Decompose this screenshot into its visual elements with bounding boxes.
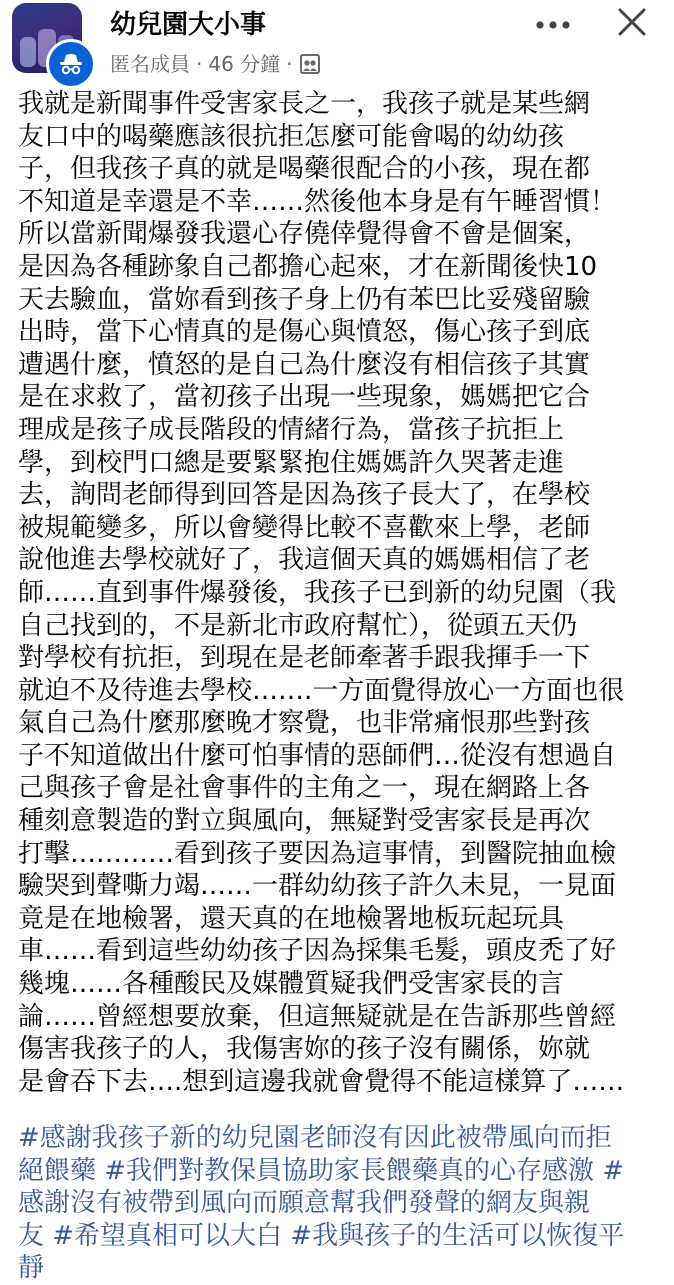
post-line: 去，詢問老師得到回答是因為孩子長大了，在學校 [18, 480, 591, 511]
post-line: 子不知道做出什麼可怕事情的惡師們…從沒有想過自 [18, 740, 617, 771]
post-meta [110, 50, 321, 78]
more-options-button[interactable] [528, 8, 578, 42]
post-line: 我就是新聞事件受害家長之一，我孩子就是某些網 [18, 89, 591, 119]
post-line: 自己找到的，不是新北市政府幫忙），從頭五天仍 [18, 610, 578, 641]
post-line: 是因為各種跡象自己都擔心起來，才在新聞後快10 [18, 251, 598, 282]
post-line: 說他進去學校就好了，我這個天真的媽媽相信了老 [18, 545, 591, 576]
hashtag-line[interactable]: 靜 [18, 1253, 45, 1284]
group-name[interactable]: 幼兒園大小事 [110, 10, 267, 40]
hashtag-line[interactable]: 絕餵藥 #我們對教保員協助家長餵藥真的心存感激 # [18, 1155, 625, 1186]
post-text [18, 88, 666, 1098]
hashtag-line[interactable]: 感謝沒有被帶到風向而願意幫我們發聲的網友與親 [18, 1188, 591, 1219]
meta-separator: · [196, 52, 203, 76]
author-name[interactable]: 匿名成員 [110, 52, 190, 76]
post-line: 打擊…………看到孩子要因為這事情，到醫院抽血檢 [18, 838, 617, 869]
post-line: 氣自己為什麼那麼晚才察覺，也非常痛恨那些對孩 [18, 708, 591, 739]
post-line: 出時，當下心情真的是傷心與憤怒，傷心孩子到底 [18, 317, 591, 348]
group-privacy-icon [299, 53, 321, 75]
more-horizontal-icon [535, 20, 571, 30]
post-line: 是在求救了，當初孩子出現一些現象，媽媽把它合 [18, 382, 591, 413]
post-line: 友口中的喝藥應該很抗拒怎麼可能會喝的幼幼孩 [18, 121, 565, 152]
post-time[interactable]: 46 分鐘 [208, 52, 281, 76]
post-line: 就迫不及待進去學校…….一方面覺得放心一方面也很 [18, 675, 625, 706]
post-line: 對學校有抗拒，到現在是老師牽著手跟我揮手一下 [18, 643, 591, 674]
post-line: 種刻意製造的對立與風向，無疑對受害家長是再次 [18, 806, 591, 837]
post-line: 是會吞下去….想到這邊我就會覺得不能這樣算了…… [18, 1066, 625, 1097]
post-line: 不知道是幸還是不幸……然後他本身是有午睡習慣！ [18, 186, 617, 217]
post-line: 天去驗血，當妳看到孩子身上仍有苯巴比妥殘留驗 [18, 284, 591, 315]
anonymous-icon [57, 50, 85, 78]
post-line: 遭遇什麼，憤怒的是自己為什麼沒有相信孩子其實 [18, 349, 591, 380]
post-line: 被規範變多，所以會變得比較不喜歡來上學，老師 [18, 512, 591, 543]
hashtag-block[interactable] [18, 1122, 666, 1285]
post-line: 驗哭到聲嘶力竭……一群幼幼孩子許久未見，一見面 [18, 871, 617, 902]
close-icon [617, 7, 647, 37]
post-line: 所以當新聞爆發我還心存僥倖覺得會不會是個案， [18, 219, 591, 250]
anonymous-member-avatar[interactable] [46, 39, 96, 89]
post-line: 論……曾經想要放棄，但這無疑就是在告訴那些曾經 [18, 1001, 617, 1032]
meta-separator: · [286, 52, 293, 76]
post-line: 車……看到這些幼幼孩子因為採集毛髮，頭皮禿了好 [18, 936, 617, 967]
post-line: 學，到校門口總是要緊緊抱住媽媽許久哭著走進 [18, 447, 565, 478]
post-line: 竟是在地檢署，還天真的在地檢署地板玩起玩具 [18, 903, 565, 934]
post-line: 子，但我孩子真的就是喝藥很配合的小孩，現在都 [18, 154, 591, 185]
post-header [0, 0, 674, 92]
close-button[interactable] [610, 0, 654, 44]
post-line: 幾塊……各種酸民及媒體質疑我們受害家長的言 [18, 969, 565, 1000]
hashtag-line[interactable]: 友 #希望真相可以大白 #我與孩子的生活可以恢復平 [18, 1220, 625, 1251]
hashtag-line[interactable]: #感謝我孩子新的幼兒園老師沒有因此被帶風向而拒 [18, 1123, 612, 1153]
post-line: 己與孩子會是社會事件的主角之一，現在網路上各 [18, 773, 591, 804]
post-line: 師……直到事件爆發後，我孩子已到新的幼兒園（我 [18, 577, 617, 608]
post-line: 理成是孩子成長階段的情緒行為，當孩子抗拒上 [18, 414, 565, 445]
avatar-group[interactable] [12, 3, 100, 83]
post-line: 傷害我孩子的人，我傷害妳的孩子沒有關係，妳就 [18, 1034, 591, 1065]
